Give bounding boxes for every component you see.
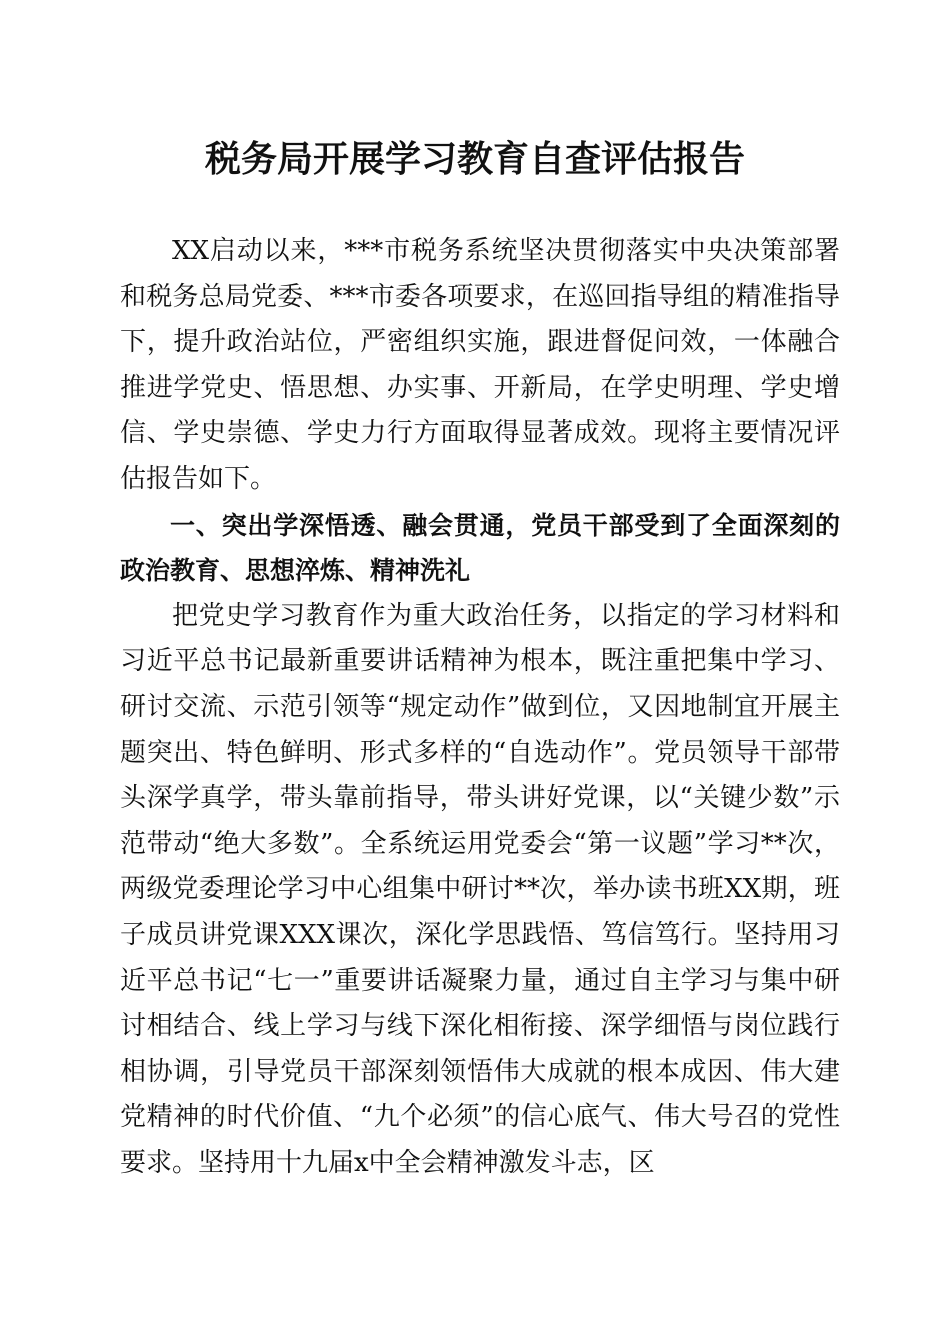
document-body: [120, 229, 840, 1186]
section-1-paragraph: 把党史学习教育作为重大政治任务，以指定的学习材料和习近平总书记最新重要讲话精神为根本，既注重把集中学习、研讨交流、示范引领等“规定动作”做到位，又因地制宜开展主题突出、特色鲜明、形式多样的“自选动作”。党员领导干部带头深学真学，带头靠前指导，带头讲好党课，以“关键少数”示范带动“绝大多数”。全系统运用党委会“第一议题”学习**次，两级党委理论学习中心组集中研讨**次，举办读书班XX期，班子成员讲党课XXX课次，深化学思践悟、笃信笃行。坚持用习近平总书记“七一”重要讲话凝聚力量，通过自主学习与集中研讨相结合、线上学习与线下深化相衔接、深学细悟与岗位践行相协调，引导党员干部深刻领悟伟大成就的根本成因、伟大建党精神的时代价值、“九个必须”的信心底气、伟大号召的党性要求。坚持用十九届x中全会精神激发斗志，区: [120, 600, 840, 1178]
document-title: 税务局开展学习教育自查评估报告: [204, 138, 745, 180]
section-1-heading: 一、突出学深悟透、融会贯通，党员干部受到了全面深刻的政治教育、思想淬炼、精神洗礼: [120, 510, 840, 586]
intro-paragraph: XX启动以来，***市税务系统坚决贯彻落实中央决策部署和税务总局党委、***市委各项要求，在巡回指导组的精准指导下，提升政治站位，严密组织实施，跟进督促问效，一体融合推进学党史、悟思想、办实事、开新局，在学史明理、学史增信、学史崇德、学史力行方面取得显著成效。现将主要情况评估报告如下。: [120, 236, 840, 494]
